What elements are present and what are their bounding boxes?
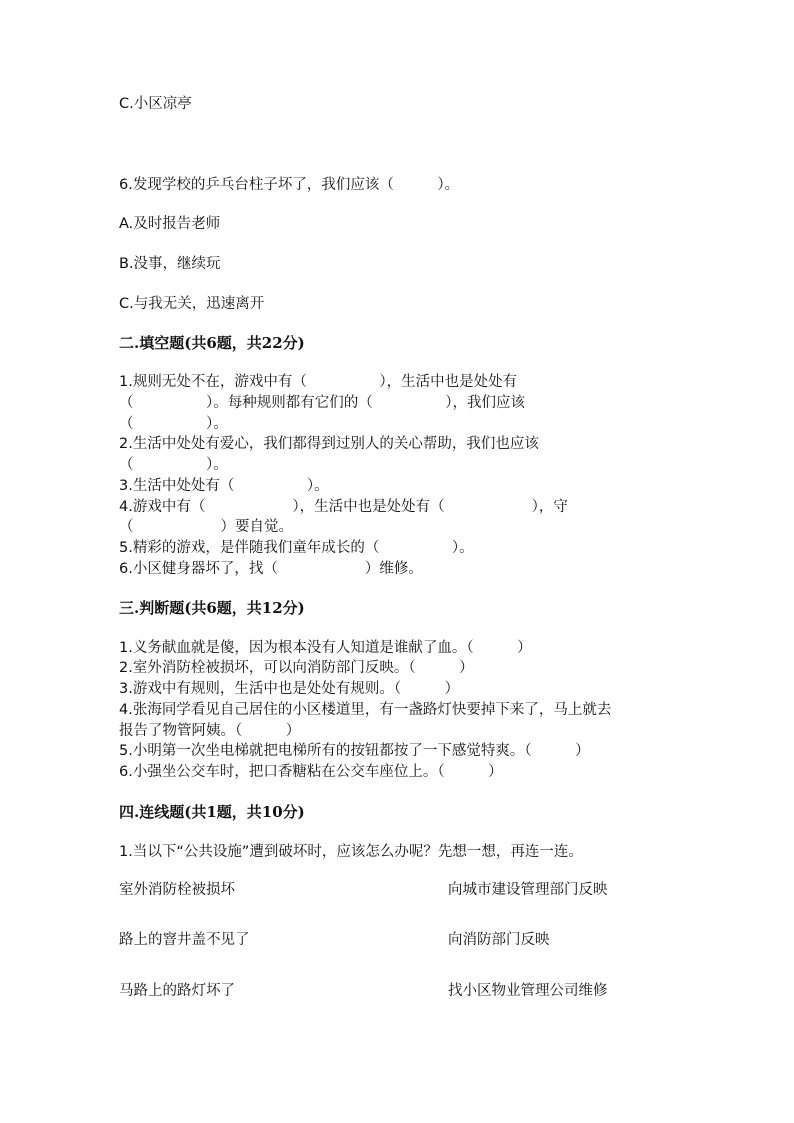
match-right-item: 找小区物业管理公司维修 xyxy=(448,983,608,999)
fill-line: （ ）。每种规则都有它们的（ ），我们应该 xyxy=(119,395,525,411)
match-left-item: 路上的窨井盖不见了 xyxy=(119,932,250,948)
fill-line: （ ）。 xyxy=(119,416,228,432)
section3-heading: 三.判断题(共6题，共12分) xyxy=(119,599,305,617)
q5-option-c: C.小区凉亭 xyxy=(119,96,192,112)
judge-line: 6.小强坐公交车时，把口香糖粘在公交车座位上。（ ） xyxy=(119,764,503,780)
q6-option-c: C.与我无关，迅速离开 xyxy=(119,296,265,312)
q6-option-a: A.及时报告老师 xyxy=(119,216,221,232)
match-left-item: 室外消防栓被损坏 xyxy=(119,882,235,898)
section4-heading: 四.连线题(共1题，共10分) xyxy=(119,803,305,821)
judge-line: 1.义务献血就是傻，因为根本没有人知道是谁献了血。（ ） xyxy=(119,640,532,656)
fill-line: 5.精彩的游戏，是伴随我们童年成长的（ ）。 xyxy=(119,540,474,556)
match-right-item: 向消防部门反映 xyxy=(448,932,550,948)
fill-line: 4.游戏中有（ ），生活中也是处处有（ ），守 xyxy=(119,499,568,515)
match-right-item: 向城市建设管理部门反映 xyxy=(448,882,608,898)
match-left-item: 马路上的路灯坏了 xyxy=(119,983,235,999)
section2-heading: 二.填空题(共6题，共22分) xyxy=(119,334,305,352)
judge-line: 3.游戏中有规则，生活中也是处处有规则。（ ） xyxy=(119,681,460,697)
matching-question: 1.当以下“公共设施”遭到破坏时，应该怎么办呢？先想一想，再连一连。 xyxy=(119,844,583,860)
fill-line: 3.生活中处处有（ ）。 xyxy=(119,478,329,494)
fill-line: 1.规则无处不在，游戏中有（ ），生活中也是处处有 xyxy=(119,374,518,390)
fill-line: 6.小区健身器坏了，找（ ）维修。 xyxy=(119,561,423,577)
fill-line: （ ）。 xyxy=(119,457,228,473)
fill-line: （ ）要自觉。 xyxy=(119,519,293,535)
q6-stem: 6.发现学校的乒乓台柱子坏了，我们应该（ ）。 xyxy=(119,177,460,193)
fill-line: 2.生活中处处有爱心，我们都得到过别人的关心帮助，我们也应该 xyxy=(119,436,539,452)
q6-option-b: B.没事，继续玩 xyxy=(119,256,221,272)
judge-line: 4.张海同学看见自己居住的小区楼道里，有一盏路灯快要掉下来了，马上就去 xyxy=(119,702,612,718)
judge-line: 报告了物管阿姨。（ ） xyxy=(119,723,301,739)
judge-line: 5.小明第一次坐电梯就把电梯所有的按钮都按了一下感觉特爽。（ ） xyxy=(119,743,590,759)
judge-line: 2.室外消防栓被损坏，可以向消防部门反映。（ ） xyxy=(119,660,474,676)
